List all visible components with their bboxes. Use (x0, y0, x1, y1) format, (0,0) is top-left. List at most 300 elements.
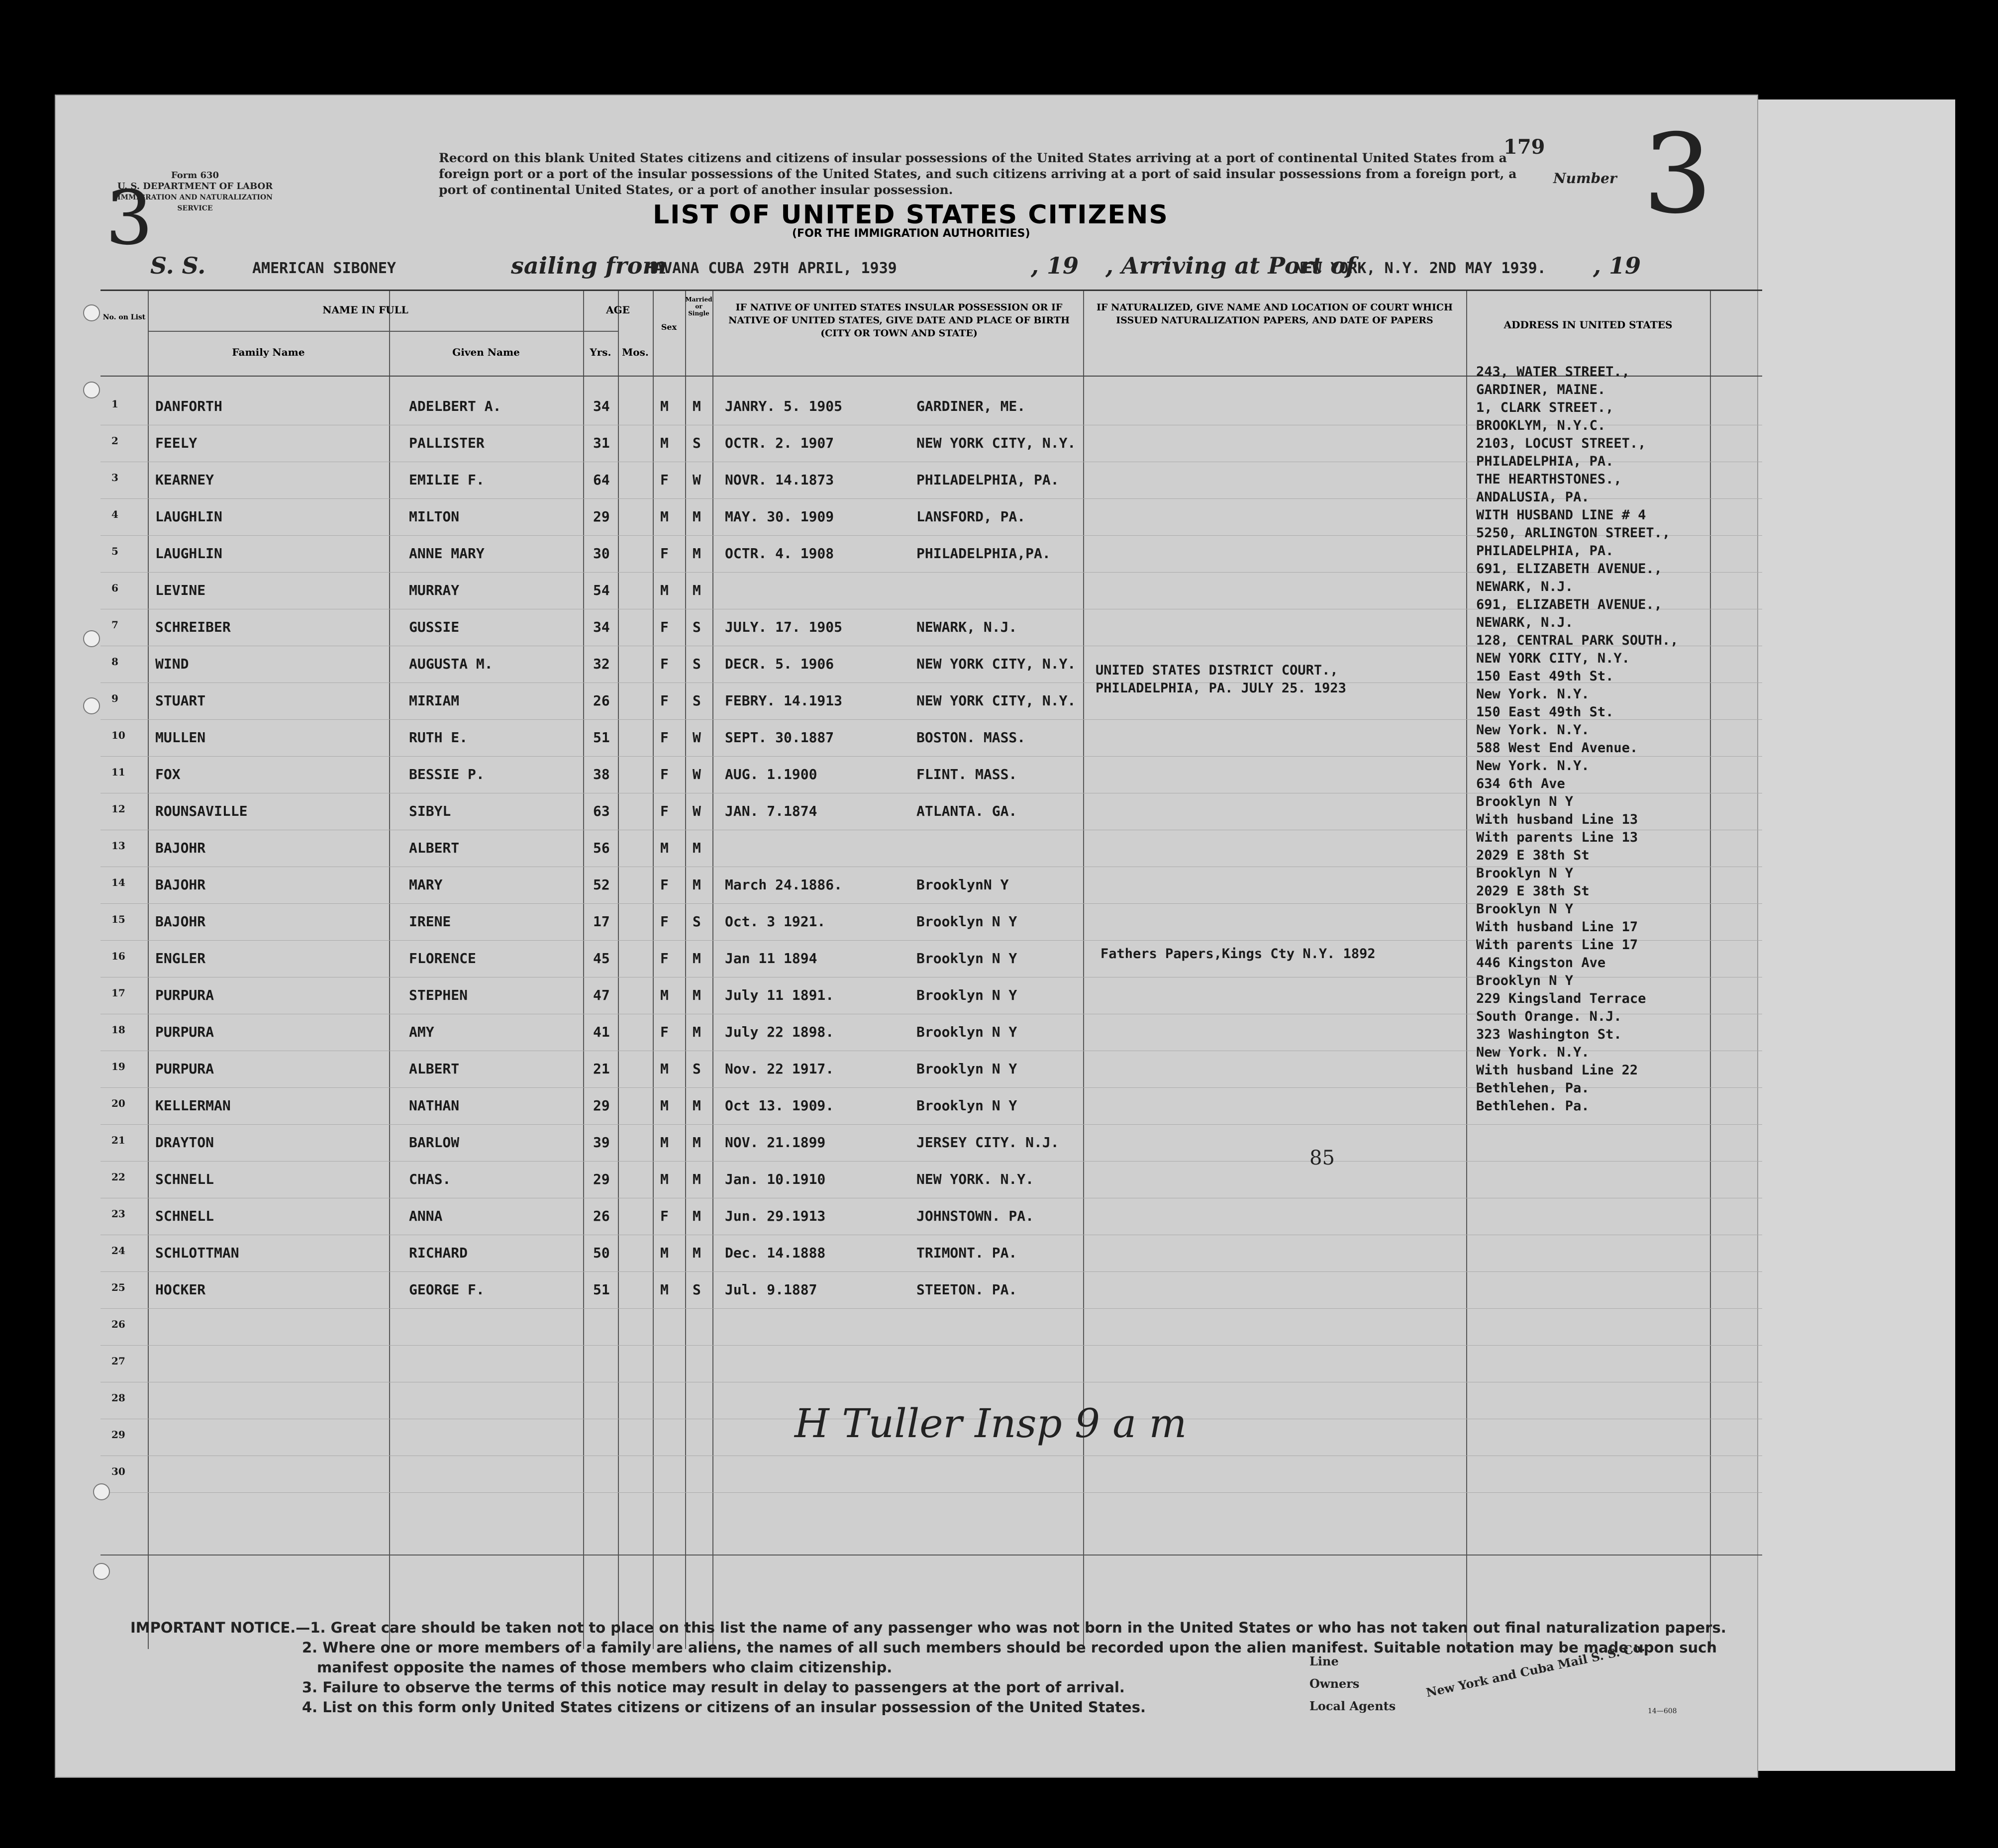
birth-date: March 24.1886. (725, 876, 843, 893)
sex: F (660, 1024, 669, 1040)
family-name: BAJOHR (155, 913, 206, 930)
address-line: 691, ELIZABETH AVENUE., (1476, 561, 1662, 577)
family-name: LAUGHLIN (155, 508, 222, 525)
naturalization-bajohr: Fathers Papers,Kings Cty N.Y. 1892 (1100, 946, 1376, 962)
family-name: BAJOHR (155, 876, 206, 893)
department-name: U. S. DEPARTMENT OF LABOR (117, 181, 273, 192)
family-name: LEVINE (155, 582, 206, 598)
address-line: PHILADELPHIA, PA. (1476, 543, 1614, 559)
sex: M (660, 987, 669, 1003)
local-agents-label: Local Agents (1309, 1699, 1396, 1713)
row-number: 21 (111, 1134, 125, 1146)
table-row (100, 1345, 1762, 1382)
address-line: 150 East 49th St. (1476, 704, 1614, 720)
marital-status: M (693, 545, 701, 562)
birth-place: PHILADELPHIA, PA. (916, 472, 1059, 488)
age-years: 29 (593, 508, 610, 525)
family-name: PURPURA (155, 987, 214, 1003)
birth-date: Oct. 3 1921. (725, 913, 826, 930)
sex: F (660, 1208, 669, 1224)
family-name: KEARNEY (155, 472, 214, 488)
address-line: With husband Line 22 (1476, 1063, 1638, 1078)
family-name: LAUGHLIN (155, 545, 222, 562)
given-name: MARY (409, 876, 443, 893)
table-row (100, 1198, 1762, 1235)
address-line: With husband Line 17 (1476, 919, 1638, 935)
row-number: 13 (111, 840, 125, 852)
age-years: 56 (593, 840, 610, 856)
marital-status: S (693, 913, 701, 930)
birth-place: BOSTON. MASS. (916, 729, 1026, 746)
given-name: SIBYL (409, 803, 451, 819)
arriving-label: , Arriving at Port of (1105, 252, 1356, 279)
family-name: SCHNELL (155, 1171, 214, 1187)
birth-date: JAN. 7.1874 (725, 803, 817, 819)
table-row (100, 1456, 1762, 1493)
address-line: Brooklyn N Y (1476, 973, 1574, 988)
address-line: With husband Line 13 (1476, 812, 1638, 827)
birth-date: Nov. 22 1917. (725, 1061, 834, 1077)
birth-place: Brooklyn N Y (916, 1024, 1017, 1040)
marital-status: S (693, 435, 701, 451)
row-number: 6 (111, 582, 118, 594)
record-instructions: Record on this blank United States citizens and citizens of insular possessions of the United States arriving at a port of continental United States from a foreign port or a port of the insular possessions of the United States, and such citizens arriving at a port of said insular possessions from a foreign port, a port of continental United States, or a port of another insular possession. (439, 151, 1517, 197)
given-name: CHAS. (409, 1171, 451, 1187)
punch-hole (93, 1483, 110, 1500)
sex: M (660, 1171, 669, 1187)
birth-place: NEW YORK CITY, N.Y. (916, 692, 1076, 709)
marital-status: M (693, 1208, 701, 1224)
address-line: 2029 E 38th St (1476, 848, 1590, 863)
col-name-in-full: NAME IN FULL (322, 304, 408, 316)
sex: M (660, 840, 669, 856)
address-line: South Orange. N.J. (1476, 1009, 1622, 1024)
sex: F (660, 692, 669, 709)
address-line: 691, ELIZABETH AVENUE., (1476, 597, 1662, 612)
birth-place: Brooklyn N Y (916, 1061, 1017, 1077)
address-line: With parents Line 13 (1476, 830, 1638, 845)
address-line: 634 6th Ave (1476, 776, 1565, 791)
sex: F (660, 619, 669, 635)
address-line: Brooklyn N Y (1476, 901, 1574, 917)
birth-date: July 11 1891. (725, 987, 834, 1003)
marital-status: M (693, 1245, 701, 1261)
marital-status: W (693, 803, 701, 819)
birth-date: NOV. 21.1899 (725, 1134, 826, 1151)
table-row (100, 1235, 1762, 1272)
marital-status: M (693, 840, 701, 856)
birth-date: Jul. 9.1887 (725, 1281, 817, 1298)
notice-2: 2. Where one or more members of a family are aliens, the names of all such members should be recorded upon the alien manifest. Suitable notation may be made upon such (302, 1639, 1717, 1656)
address-line: 323 Washington St. (1476, 1027, 1622, 1042)
row-number: 3 (111, 472, 118, 484)
address-line: PHILADELPHIA, PA. (1476, 454, 1614, 469)
marital-status: S (693, 692, 701, 709)
address-line: 150 East 49th St. (1476, 669, 1614, 684)
birth-place: ATLANTA. GA. (916, 803, 1017, 819)
punch-hole (83, 697, 100, 714)
underlying-page (1741, 99, 1955, 1771)
owners-label: Owners (1309, 1676, 1360, 1691)
birth-place: NEW YORK CITY, N.Y. (916, 656, 1076, 672)
row-number: 20 (111, 1097, 125, 1109)
given-name: MILTON (409, 508, 460, 525)
page-number: 179 (1503, 135, 1545, 159)
sex: M (660, 1245, 669, 1261)
row-number: 26 (111, 1318, 125, 1330)
row-number: 5 (111, 545, 118, 557)
birth-place: LANSFORD, PA. (916, 508, 1026, 525)
age-years: 21 (593, 1061, 610, 1077)
age-years: 39 (593, 1134, 610, 1151)
table-row (100, 1124, 1762, 1162)
address-line: Bethlehen, Pa. (1476, 1080, 1590, 1096)
col-naturalized: IF NATURALIZED, GIVE NAME AND LOCATION OF COURT WHICH ISSUED NATURALIZATION PAPERS, AND DATE OF PAPERS (1097, 302, 1453, 326)
address-line: 128, CENTRAL PARK SOUTH., (1476, 633, 1679, 648)
col-no: No. on List (102, 313, 146, 321)
marital-status: W (693, 729, 701, 746)
row-number: 9 (111, 692, 118, 704)
row-number: 8 (111, 656, 118, 668)
address-line: 2029 E 38th St (1476, 883, 1590, 899)
marital-status: M (693, 508, 701, 525)
birth-place: GARDINER, ME. (916, 398, 1026, 414)
birth-date: JULY. 17. 1905 (725, 619, 843, 635)
age-years: 26 (593, 1208, 610, 1224)
row-number: 19 (111, 1061, 125, 1072)
manifest-page (55, 95, 1758, 1778)
birth-place: JERSEY CITY. N.J. (916, 1134, 1059, 1151)
address-line: NEW YORK CITY, N.Y. (1476, 651, 1630, 666)
sex: M (660, 508, 669, 525)
age-years: 26 (593, 692, 610, 709)
sailing-from: HAVANA CUBA 29TH APRIL, 1939 (645, 260, 897, 277)
address-line: WITH HUSBAND LINE # 4 (1476, 507, 1646, 523)
sex: M (660, 1061, 669, 1077)
age-years: 63 (593, 803, 610, 819)
row-number: 4 (111, 508, 118, 520)
notice-2b: manifest opposite the names of those members who claim citizenship. (317, 1659, 893, 1676)
birth-place: NEW YORK. N.Y. (916, 1171, 1034, 1187)
birth-date: Jun. 29.1913 (725, 1208, 826, 1224)
handwritten-number-3: 3 (105, 175, 153, 262)
address-line: 1, CLARK STREET., (1476, 400, 1614, 415)
year-label: , 19 (1031, 252, 1079, 279)
marital-status: S (693, 619, 701, 635)
family-name: FEELY (155, 435, 198, 451)
punch-hole (83, 382, 100, 398)
marital-status: M (693, 1134, 701, 1151)
birth-place: JOHNSTOWN. PA. (916, 1208, 1034, 1224)
age-years: 30 (593, 545, 610, 562)
sex: M (660, 582, 669, 598)
age-years: 47 (593, 987, 610, 1003)
birth-date: FEBRY. 14.1913 (725, 692, 843, 709)
given-name: BARLOW (409, 1134, 460, 1151)
col-yrs: Yrs. (590, 346, 611, 358)
form-id (115, 170, 275, 214)
sex: F (660, 913, 669, 930)
given-name: GUSSIE (409, 619, 460, 635)
row-number: 16 (111, 950, 125, 962)
service-name: IMMIGRATION AND NATURALIZATION SERVICE (117, 194, 273, 212)
age-years: 64 (593, 472, 610, 488)
address-line: GARDINER, MAINE. (1476, 382, 1606, 397)
given-name: IRENE (409, 913, 451, 930)
number-label: Number (1553, 170, 1617, 187)
birth-date: July 22 1898. (725, 1024, 834, 1040)
address-line: 243, WATER STREET., (1476, 364, 1630, 380)
address-line: 229 Kingsland Terrace (1476, 991, 1646, 1006)
family-name: KELLERMAN (155, 1097, 231, 1114)
age-years: 45 (593, 950, 610, 967)
age-years: 32 (593, 656, 610, 672)
form-number: Form 630 (171, 170, 219, 181)
sex: M (660, 398, 669, 414)
marital-status: S (693, 1281, 701, 1298)
family-name: DRAYTON (155, 1134, 214, 1151)
col-sex: Sex (661, 322, 677, 332)
sailing-label: sailing from (511, 252, 667, 279)
age-years: 50 (593, 1245, 610, 1261)
address-line: 2103, LOCUST STREET., (1476, 436, 1646, 451)
age-years: 54 (593, 582, 610, 598)
table-row (100, 1271, 1762, 1309)
given-name: AUGUSTA M. (409, 656, 493, 672)
year-label-2: , 19 (1593, 252, 1641, 279)
row-number: 24 (111, 1245, 125, 1257)
page-subtitle: (FOR THE IMMIGRATION AUTHORITIES) (792, 227, 1030, 240)
address-line: 5250, ARLINGTON STREET., (1476, 525, 1671, 541)
birth-place: FLINT. MASS. (916, 766, 1017, 782)
birth-place: Brooklyn N Y (916, 913, 1017, 930)
given-name: RICHARD (409, 1245, 468, 1261)
marital-status: M (693, 1097, 701, 1114)
col-married: Married or Single (685, 296, 712, 317)
given-name: PALLISTER (409, 435, 485, 451)
birth-place: Brooklyn N Y (916, 1097, 1017, 1114)
birth-place: NEWARK, N.J. (916, 619, 1017, 635)
given-name: ANNE MARY (409, 545, 485, 562)
address-line: New York. N.Y. (1476, 722, 1590, 738)
birth-place: Brooklyn N Y (916, 987, 1017, 1003)
marital-status: M (693, 582, 701, 598)
birth-place: Brooklyn N Y (916, 950, 1017, 967)
given-name: ANNA (409, 1208, 443, 1224)
naturalization-levine (1096, 662, 1346, 697)
row-number: 15 (111, 913, 125, 925)
birth-date: DECR. 5. 1906 (725, 656, 834, 672)
address-line: Bethlehen. Pa. (1476, 1098, 1590, 1114)
line-label: Line (1309, 1654, 1339, 1668)
number-value: 3 (1643, 110, 1712, 238)
marital-status: W (693, 472, 701, 488)
row-number: 17 (111, 987, 125, 999)
row-number: 14 (111, 876, 125, 888)
marital-status: M (693, 1024, 701, 1040)
row-number: 18 (111, 1024, 125, 1036)
given-name: ALBERT (409, 1061, 460, 1077)
family-name: STUART (155, 692, 206, 709)
given-name: MURRAY (409, 582, 460, 598)
birth-date: NOVR. 14.1873 (725, 472, 834, 488)
ship-name: AMERICAN SIBONEY (252, 260, 396, 277)
sex: F (660, 803, 669, 819)
marital-status: M (693, 398, 701, 414)
row-number: 22 (111, 1171, 125, 1183)
sex: F (660, 656, 669, 672)
address-line: With parents Line 17 (1476, 937, 1638, 953)
important-notice (130, 1618, 1726, 1717)
given-name: EMILIE F. (409, 472, 485, 488)
naturalization-line: UNITED STATES DISTRICT COURT., (1096, 663, 1338, 678)
sex: M (660, 1134, 669, 1151)
sex: F (660, 950, 669, 967)
naturalization-line: PHILADELPHIA, PA. JULY 25. 1923 (1096, 681, 1346, 696)
address-line: 588 West End Avenue. (1476, 740, 1638, 756)
age-years: 51 (593, 1281, 610, 1298)
birth-date: AUG. 1.1900 (725, 766, 817, 782)
birth-date: OCTR. 4. 1908 (725, 545, 834, 562)
page-title: LIST OF UNITED STATES CITIZENS (653, 200, 1169, 230)
marital-status: W (693, 766, 701, 782)
address-line: New York. N.Y. (1476, 686, 1590, 702)
row-number: 7 (111, 619, 118, 631)
address-line: 446 Kingston Ave (1476, 955, 1606, 971)
notice-4: 4. List on this form only United States citizens or citizens of an insular possession of the United States. (302, 1699, 1146, 1716)
col-given-name: Given Name (452, 346, 520, 358)
marital-status: M (693, 876, 701, 893)
family-name: SCHREIBER (155, 619, 231, 635)
family-name: PURPURA (155, 1024, 214, 1040)
age-years: 38 (593, 766, 610, 782)
inspector-signature: H Tuller Insp 9 a m (795, 1400, 1187, 1447)
col-age: AGE (606, 304, 630, 316)
sex: M (660, 1097, 669, 1114)
family-name: MULLEN (155, 729, 206, 746)
given-name: BESSIE P. (409, 766, 485, 782)
given-name: FLORENCE (409, 950, 476, 967)
notice-label: IMPORTANT NOTICE.— (130, 1619, 310, 1636)
address-line: New York. N.Y. (1476, 1045, 1590, 1060)
row-number: 11 (111, 766, 125, 778)
row-number: 30 (111, 1465, 125, 1477)
col-family-name: Family Name (232, 346, 305, 358)
col-birth: IF NATIVE OF UNITED STATES INSULAR POSSESSION OR IF NATIVE OF UNITED STATES, GIVE DATE AND PLACE OF BIRTH (CITY OR TOWN AND STATE) (728, 302, 1070, 339)
birth-place: TRIMONT. PA. (916, 1245, 1017, 1261)
birth-date: Dec. 14.1888 (725, 1245, 826, 1261)
age-years: 29 (593, 1097, 610, 1114)
row-number: 28 (111, 1392, 125, 1404)
given-name: ALBERT (409, 840, 460, 856)
table-row (100, 1308, 1762, 1346)
row-number: 27 (111, 1355, 125, 1367)
given-name: RUTH E. (409, 729, 468, 746)
marital-status: S (693, 1061, 701, 1077)
birth-date: Jan. 10.1910 (725, 1171, 826, 1187)
address-line: Brooklyn N Y (1476, 794, 1574, 809)
row-number: 10 (111, 729, 125, 741)
manifest-table (100, 290, 1762, 1649)
age-years: 29 (593, 1171, 610, 1187)
ss-label: S. S. (150, 252, 206, 279)
address-line: Brooklyn N Y (1476, 866, 1574, 881)
sex: F (660, 729, 669, 746)
address-line: THE HEARTHSTONES., (1476, 472, 1622, 487)
age-years: 34 (593, 398, 610, 414)
birth-date: Oct 13. 1909. (725, 1097, 834, 1114)
age-years: 52 (593, 876, 610, 893)
birth-place: NEW YORK CITY, N.Y. (916, 435, 1076, 451)
address-line: NEWARK, N.J. (1476, 579, 1574, 594)
row-number: 12 (111, 803, 125, 815)
col-mos: Mos. (622, 346, 649, 358)
given-name: ADELBERT A. (409, 398, 501, 414)
family-name: HOCKER (155, 1281, 206, 1298)
birth-date: JANRY. 5. 1905 (725, 398, 843, 414)
family-name: FOX (155, 766, 181, 782)
sex: F (660, 472, 669, 488)
family-name: ROUNSAVILLE (155, 803, 248, 819)
row-number: 1 (111, 398, 118, 410)
family-name: SCHNELL (155, 1208, 214, 1224)
col-address: ADDRESS IN UNITED STATES (1503, 319, 1673, 331)
marital-status: S (693, 656, 701, 672)
form-code: 14—608 (1648, 1707, 1677, 1715)
row-number: 23 (111, 1208, 125, 1220)
sex: F (660, 766, 669, 782)
birth-place: STEETON. PA. (916, 1281, 1017, 1298)
marital-status: M (693, 1171, 701, 1187)
birth-place: BrooklynN Y (916, 876, 1009, 893)
address-column (1476, 363, 1678, 1115)
address-line: BROOKLYM, N.Y.C. (1476, 418, 1606, 433)
birth-date: MAY. 30. 1909 (725, 508, 834, 525)
table-row (100, 1161, 1762, 1198)
company-stamp: New York and Cuba Mail S. S. Co. (1424, 1639, 1646, 1700)
notice-1: 1. Great care should be taken not to place on this list the name of any passenger who was not born in the United States or who has not taken out final naturalization papers. (310, 1619, 1726, 1636)
sex: M (660, 435, 669, 451)
sex: F (660, 876, 669, 893)
age-years: 31 (593, 435, 610, 451)
family-name: ENGLER (155, 950, 206, 967)
row-number: 25 (111, 1281, 125, 1293)
birth-date: Jan 11 1894 (725, 950, 817, 967)
address-line: New York. N.Y. (1476, 758, 1590, 774)
given-name: GEORGE F. (409, 1281, 485, 1298)
sex: M (660, 1281, 669, 1298)
punch-hole (93, 1563, 110, 1580)
address-line: ANDALUSIA, PA. (1476, 489, 1590, 505)
age-years: 17 (593, 913, 610, 930)
age-years: 51 (593, 729, 610, 746)
row-number: 29 (111, 1429, 125, 1441)
birth-date: OCTR. 2. 1907 (725, 435, 834, 451)
given-name: STEPHEN (409, 987, 468, 1003)
sex: F (660, 545, 669, 562)
given-name: MIRIAM (409, 692, 460, 709)
note-85: 85 (1309, 1147, 1335, 1169)
marital-status: M (693, 987, 701, 1003)
marital-status: M (693, 950, 701, 967)
age-years: 41 (593, 1024, 610, 1040)
notice-3: 3. Failure to observe the terms of this notice may result in delay to passengers at the port of arrival. (302, 1679, 1125, 1696)
punch-hole (83, 630, 100, 647)
address-line: NEWARK, N.J. (1476, 615, 1574, 630)
birth-date: SEPT. 30.1887 (725, 729, 834, 746)
birth-place: PHILADELPHIA,PA. (916, 545, 1051, 562)
family-name: SCHLOTTMAN (155, 1245, 239, 1261)
